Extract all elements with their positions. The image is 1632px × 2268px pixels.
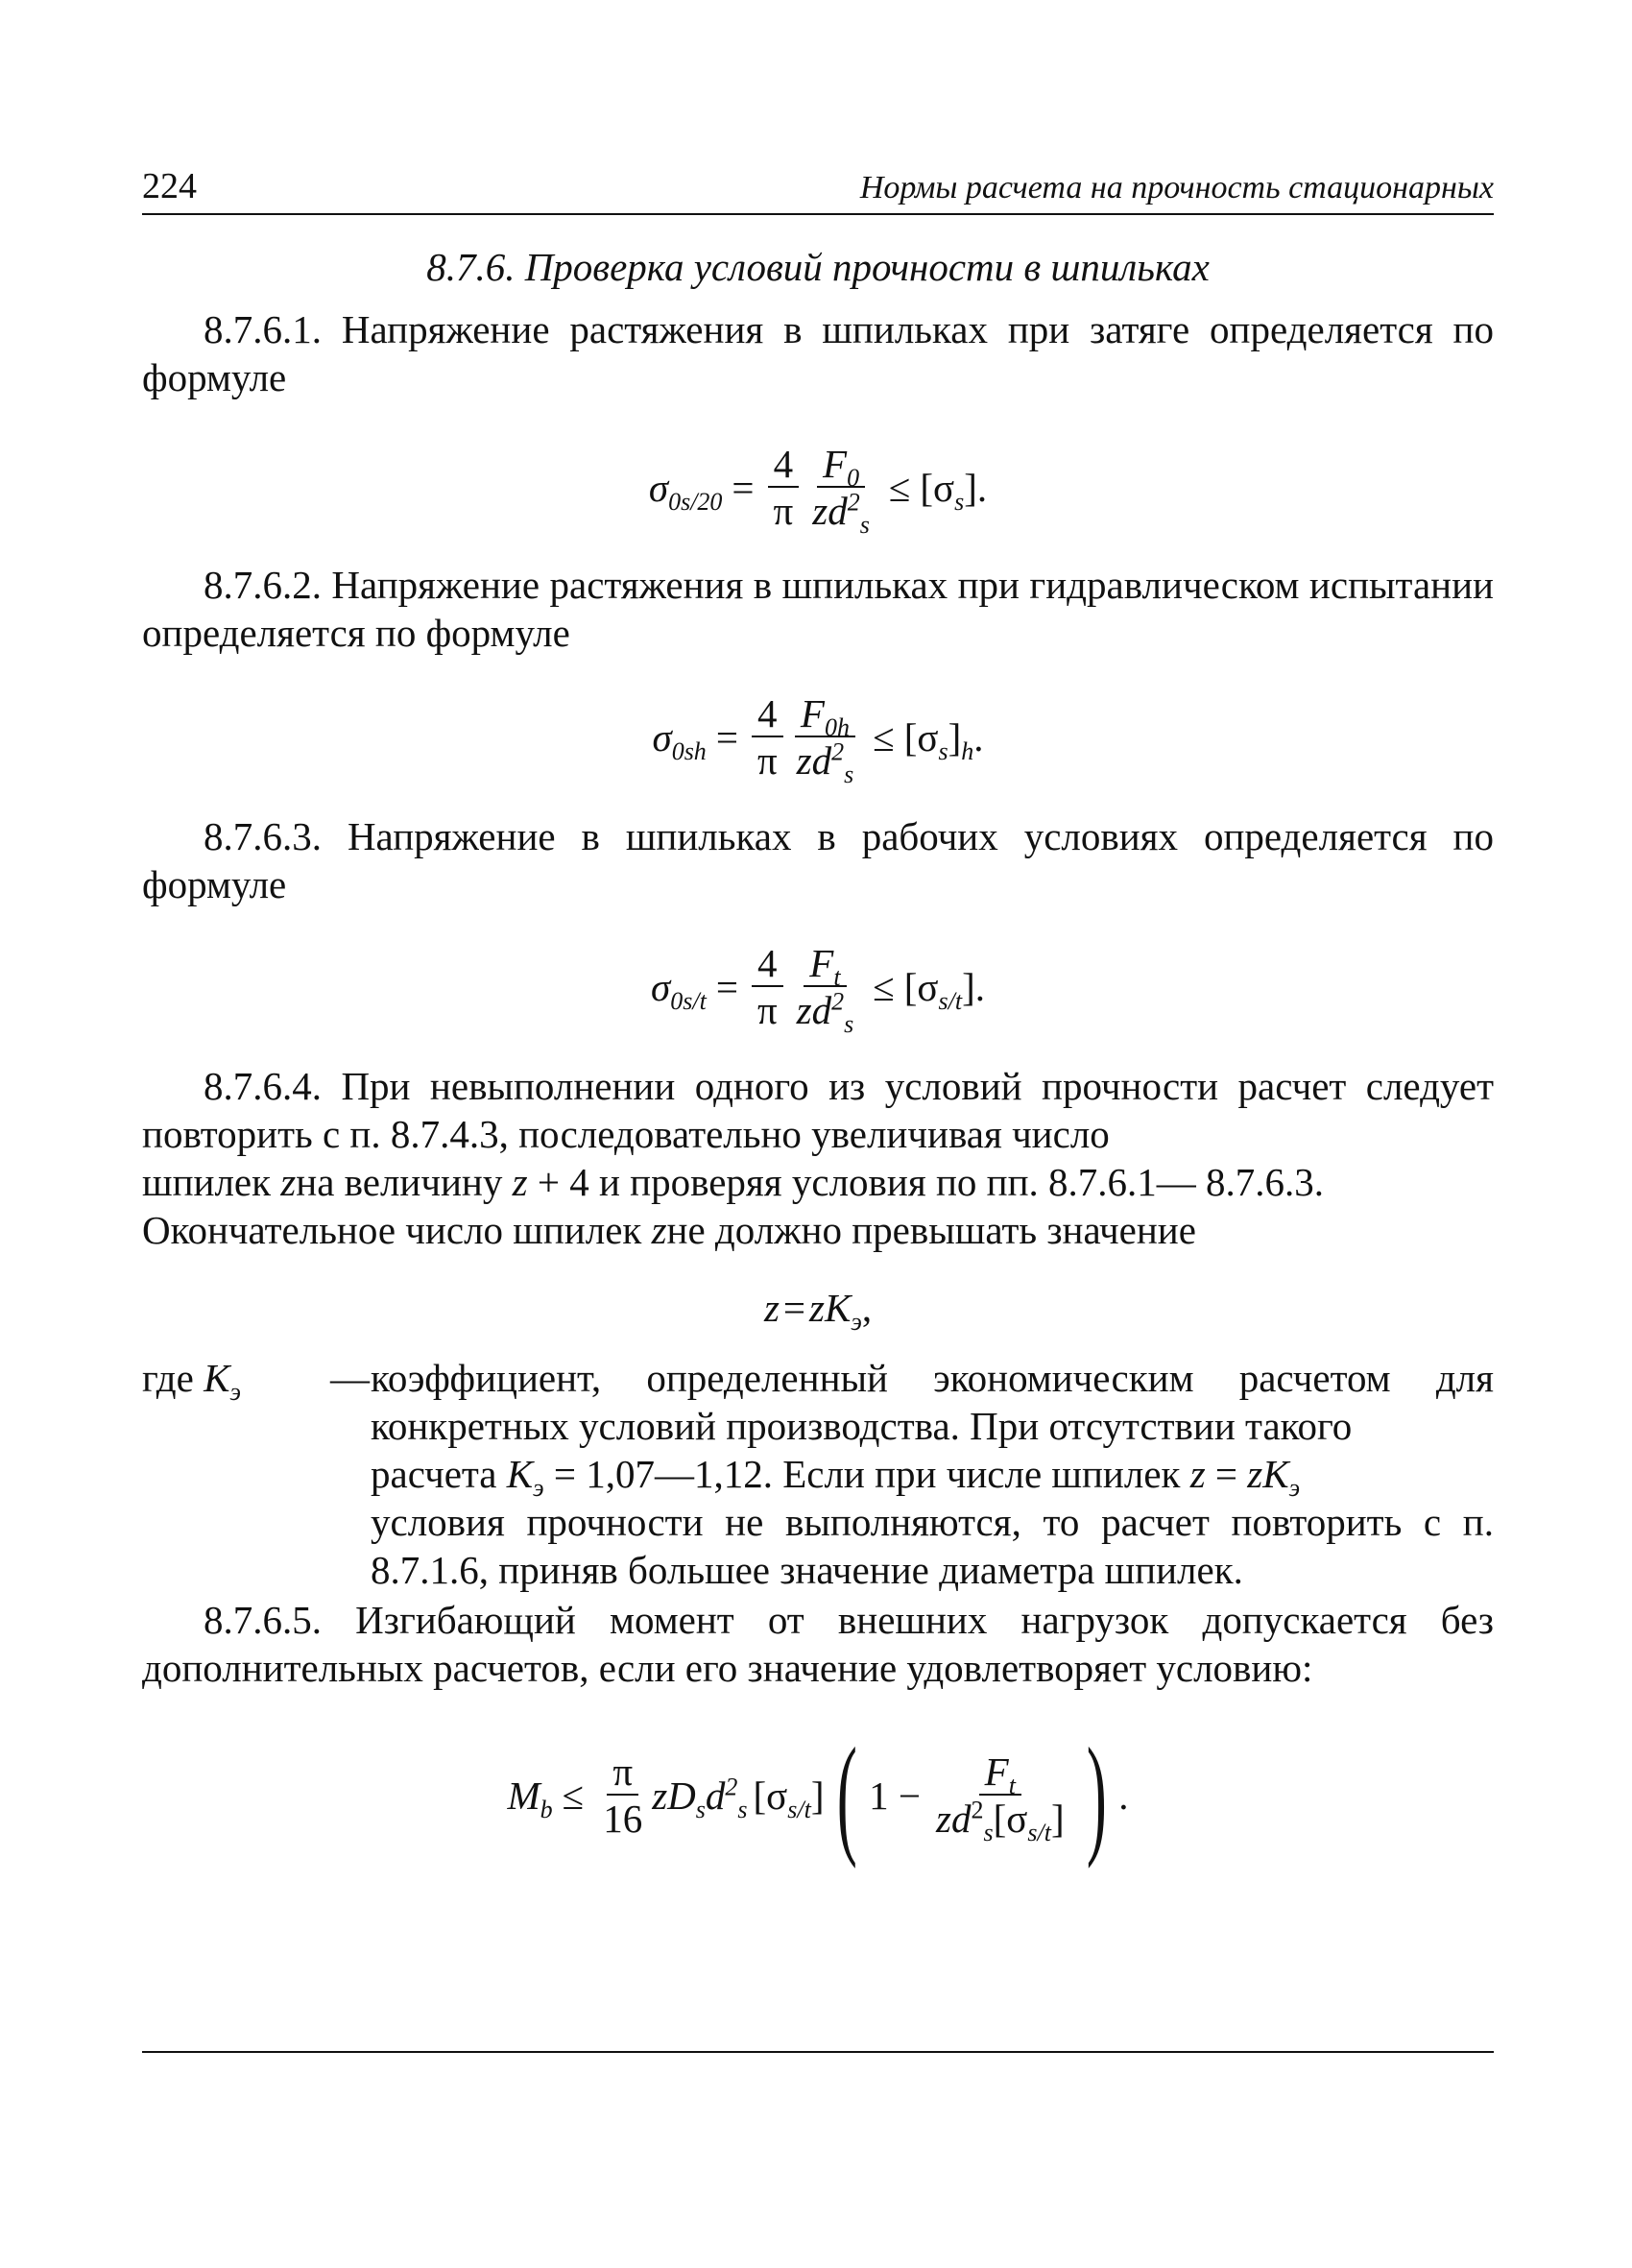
formula-sigma-0st	[142, 939, 1494, 1039]
formula-pi-16-fraction: $\frac{\pi}{16}$	[603, 1749, 643, 1841]
formula-bending-moment: $M_b$ ≤ $\frac{\pi}{16}$ $zD_sd^2_s$ $[\sigma_{s/t}]$ ( 1 − $\frac{F_t}{zd^2_s[\sigma_{s/t}]}$ ) .	[507, 1721, 1129, 1870]
header-rule	[142, 213, 1494, 215]
formula-leq: ≤	[873, 714, 895, 760]
formula-lhs: $\sigma_{0s/t}$	[651, 964, 707, 1015]
formula-equals: =	[732, 465, 755, 510]
paragraph-8-7-6-3	[142, 812, 1494, 908]
formula-leq: ≤	[888, 465, 911, 510]
formula-lhs: $\sigma_{0s/20}$	[648, 465, 723, 516]
formula-rhs: $[\sigma_{s/t}]$.	[903, 964, 985, 1015]
where-dash: —	[330, 1356, 370, 1400]
formula-lhs: $\sigma_{0sh}$	[652, 714, 707, 765]
formula-leq: ≤	[873, 964, 895, 1009]
paragraph-text-line1: 8.7.6.4. При невыполнении одного из условий прочности расчет следует повторить с п. 8.7.4.3, последовательно увеличивая число	[142, 1064, 1494, 1156]
paragraph-text: 8.7.6.3. Напряжение в шпильках в рабочих условиях определяется по формуле	[142, 814, 1494, 906]
formula-inner-fraction: $\frac{F_t}{zd^2_s[\sigma_{s/t}]}$	[936, 1749, 1065, 1847]
paragraph-text: 8.7.6.1. Напряжение растяжения в шпильках при затяге определяется по формуле	[142, 307, 1494, 399]
formula-coef-fraction: $\frac{4}{\pi}$	[752, 694, 783, 781]
running-title: Нормы расчета на прочность стационарных	[859, 170, 1494, 205]
paragraph-8-7-6-4	[142, 1062, 1494, 1254]
formula-sigma-0s20	[142, 440, 1494, 540]
formula-equals: =	[715, 964, 738, 1009]
page-number: 224	[142, 166, 197, 206]
formula-rhs: $[\sigma_s]_h$.	[903, 714, 984, 765]
right-paren: )	[1086, 1721, 1107, 1870]
page-header	[142, 163, 1494, 215]
paragraph-8-7-6-2	[142, 561, 1494, 657]
section-heading: 8.7.6. Проверка условий прочности в шпильках	[426, 245, 1210, 289]
paragraph-text: 8.7.6.5. Изгибающий момент от внешних нагрузок допускается без дополнительных расчетов, если его значение удовлетворяет условию:	[142, 1598, 1494, 1690]
footer-rule	[142, 2051, 1494, 2053]
formula-z-zk: z = $zK_э$ ,	[763, 1285, 873, 1336]
formula-force-fraction: $\frac{F_0}{zd^2_s}$	[812, 442, 870, 540]
where-term: где $K_э$	[142, 1356, 241, 1407]
paragraph-8-7-6-1	[142, 305, 1494, 401]
paragraph-8-7-6-5	[142, 1596, 1494, 1692]
paragraph-text: 8.7.6.2. Напряжение растяжения в шпильках при гидравлическом испытании определяется по формуле	[142, 563, 1494, 655]
formula-force-fraction: $\frac{F_{0h}}{zd^2_s}$	[796, 691, 854, 789]
formula-rhs: $[\sigma_s]$.	[920, 465, 988, 516]
formula-coef-fraction: $\frac{4}{\pi}$	[768, 445, 800, 531]
paragraph-text-line2: шпилек zна величину z + 4 и проверяя условия по пп. 8.7.6.1— 8.7.6.3.	[142, 1160, 1325, 1204]
formula-force-fraction: $\frac{F_t}{zd^2_s}$	[796, 941, 854, 1039]
formula-coef-fraction: $\frac{4}{\pi}$	[752, 944, 783, 1030]
formula-equals: =	[715, 714, 738, 760]
left-paren: (	[836, 1721, 857, 1870]
where-definition-text: коэффициент, определенный экономическим расчетом для конкретных условий производства. При отсутствии такого расчета $K_э$ = 1,07—1,12. Если при числе шпилек $z = zK_э$ условия прочности не выполняются, то расчет повторить с п. 8.7.1.6, приняв большее значение диаметра шпилек.	[371, 1356, 1494, 1592]
formula-sigma-0sh	[142, 689, 1494, 789]
paragraph-text-line3: Окончательное число шпилек zне должно превышать значение	[142, 1208, 1196, 1252]
